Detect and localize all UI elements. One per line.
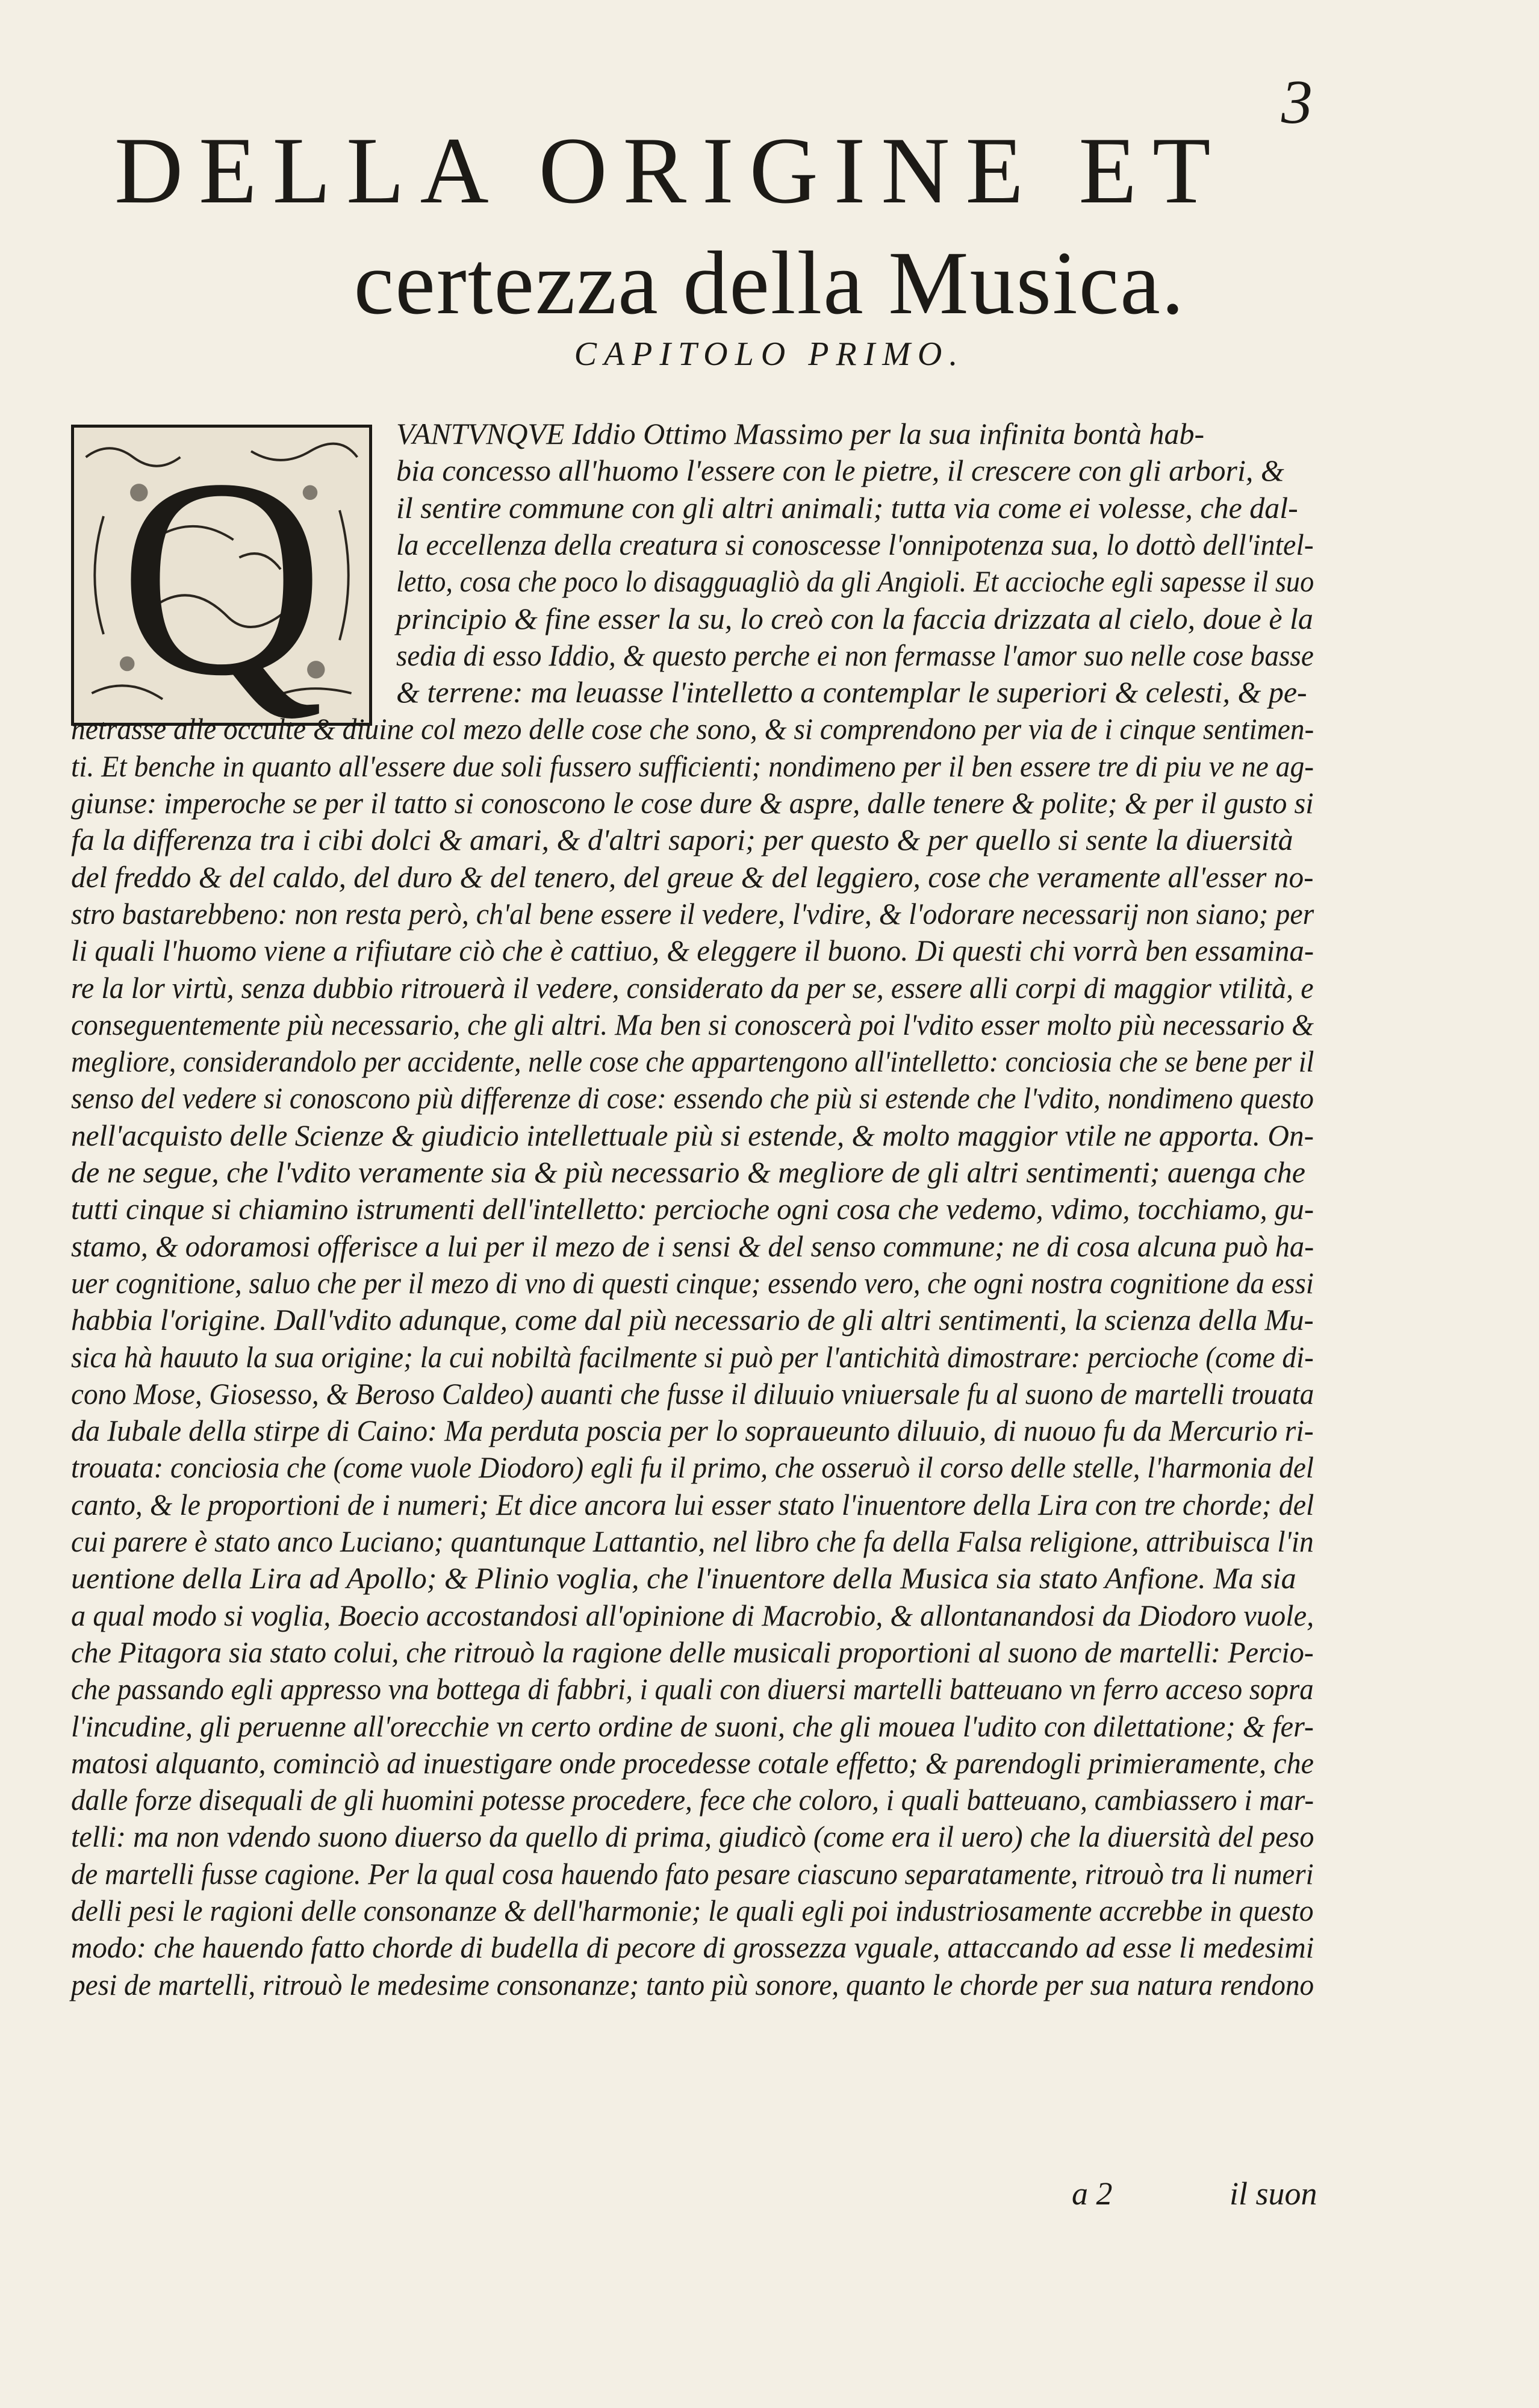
body-line: re la lor virtù, senza dubbio ritrouerà il vedere, considerato da per se, essere alli corpi di maggior vtilità, e (71, 970, 1314, 1005)
page-number: 3 (1281, 67, 1313, 137)
body-line: principio & fine esser la su, lo creò con la faccia drizzata al cielo, doue è la (396, 601, 1313, 635)
body-line: matosi alquanto, cominciò ad inuestigare onde procedesse cotale effetto; & parendogli primieramente, che (71, 1745, 1314, 1780)
body-line: megliore, considerandolo per accidente, nelle cose che appartengono all'intelletto: conciosia che se bene per il (71, 1044, 1314, 1079)
body-line: & terrene: ma leuasse l'intelletto a contemplar le superiori & celesti, & pe- (396, 675, 1307, 710)
body-line: stro bastarebbeno: non resta però, ch'al bene essere il vedere, l'vdire, & l'odorare necessarij non siano; per (71, 896, 1314, 931)
body-line: netrasse alle occulte & diuine col mezo delle cose che sono, & si comprendono per via de i cinque sentimen- (71, 712, 1314, 746)
body-line: che Pitagora sia stato colui, che ritrouò la ragione delle musicali proportioni al suono de martelli: Percio- (71, 1635, 1314, 1669)
body-line: de ne segue, che l'vdito veramente sia & più necessario & megliore de gli altri sentimenti; auenga che (71, 1155, 1305, 1189)
body-line: conseguentemente più necessario, che gli altri. Ma ben si conoscerà poi l'vdito esser molto più necessario & (71, 1007, 1314, 1041)
body-line: sica hà hauuto la sua origine; la cui nobiltà facilmente si può per l'antichità dimostrare: percioche (come di- (71, 1340, 1314, 1374)
initial-letter-q: Q (119, 428, 324, 723)
body-line: uentione della Lira ad Apollo; & Plinio voglia, che l'inuentore della Musica sia stato Anfione. Ma sia (71, 1561, 1296, 1595)
body-line: de martelli fusse cagione. Per la qual cosa hauendo fato pesare ciascuno separatamente, ritrouò tra li numeri (71, 1856, 1314, 1891)
body-line: cono Mose, Giosesso, & Beroso Caldeo) auanti che fusse il diluuio vniuersale fu al suono de martelli trouata (71, 1376, 1314, 1411)
body-line: del freddo & del caldo, del duro & del tenero, del greue & del leggiero, cose che veramente all'esser no- (71, 859, 1314, 894)
body-line: canto, & le proportioni de i numeri; Et dice ancora lui esser stato l'inuentore della Lira con tre chorde; del (71, 1487, 1314, 1521)
title-line-1: DELLA ORIGINE ET (114, 118, 1227, 223)
body-line: senso del vedere si conoscono più differenze di cose: essendo che più si estende che l'vdito, nondimeno questo (71, 1081, 1314, 1115)
body-line: li quali l'huomo viene a rifiutare ciò che è cattiuo, & eleggere il buono. Di questi chi vorrà ben essamina- (71, 934, 1314, 968)
body-line: che passando egli appresso vna bottega di fabbri, i quali con diuersi martelli batteuano vn ferro acceso sopra (71, 1672, 1314, 1706)
signature-mark: a 2 (1072, 2176, 1113, 2212)
body-line: sedia di esso Iddio, & questo perche ei non fermasse l'amor suo nelle cose basse (396, 638, 1314, 672)
body-line: trouata: conciosia che (come vuole Diodoro) egli fu il primo, che osseruò il corso delle stelle, l'harmonia del (71, 1450, 1314, 1485)
body-line: da Iubale della stirpe di Caino: Ma perduta poscia per lo sopraueunto diluuio, di nuouo fu da Mercurio ri- (71, 1414, 1314, 1448)
decorated-initial (71, 425, 372, 726)
body-line: ti. Et benche in quanto all'essere due soli fussero sufficienti; nondimeno per il ben essere tre di piu ve ne ag- (71, 749, 1314, 783)
body-line: letto, cosa che poco lo disagguagliò da gli Angioli. Et accioche egli sapesse il suo (396, 564, 1314, 599)
body-line: delli pesi le ragioni delle consonanze & dell'harmonie; le quali egli poi industriosamente accrebbe in questo (71, 1894, 1314, 1927)
body-line: l'incudine, gli peruenne all'orecchie vn certo ordine de suoni, che gli mouea l'udito con dilettatione; & fer- (71, 1709, 1314, 1743)
body-line: nell'acquisto delle Scienze & giudicio intellettuale più si estende, & molto maggior vtile ne apporta. On- (71, 1118, 1314, 1152)
woodcut-initial-q-image (74, 428, 369, 723)
chapter-heading: CAPITOLO PRIMO. (574, 335, 965, 373)
body-line: cui parere è stato anco Luciano; quantunque Lattantio, nel libro che fa della Falsa religione, attribuisca l'in (71, 1524, 1314, 1558)
body-line: la eccellenza della creatura si conoscesse l'onnipotenza sua, lo dottò dell'intel- (396, 527, 1314, 561)
body-line: a qual modo si voglia, Boecio accostandosi all'opinione di Macrobio, & allontanandosi da Diodoro vuole, (71, 1598, 1314, 1632)
body-line: il sentire commune con gli altri animali; tutta via come ei volesse, che dal- (396, 490, 1298, 525)
title-line-2: certezza della Musica. (353, 233, 1186, 333)
body-line: bia concesso all'huomo l'essere con le pietre, il crescere con gli arbori, & (396, 454, 1284, 488)
body-line: giunse: imperoche se per il tatto si conoscono le cose dure & aspre, dalle tenere & polite; & per il gusto si (71, 786, 1314, 820)
body-line: habbia l'origine. Dall'vdito adunque, come dal più necessario de gli altri sentimenti, la scienza della Mu- (71, 1303, 1314, 1337)
body-line: tutti cinque si chiamino istrumenti dell'intelletto: percioche ogni cosa che vedemo, vdimo, tocchiamo, gu- (71, 1192, 1314, 1226)
body-line: telli: ma non vdendo suono diuerso da quello di prima, giudicò (come era il uero) che la diuersità del peso (71, 1820, 1314, 1854)
body-line: uer cognitione, saluo che per il mezo di vno di questi cinque; essendo vero, che ogni nostra cognitione da essi (71, 1265, 1314, 1300)
catchword: il suon (1230, 2176, 1317, 2212)
body-line: dalle forze disequali de gli huomini potesse procedere, fece che coloro, i quali batteuano, cambiassero i mar- (71, 1783, 1314, 1817)
body-line: stamo, & odoramosi offerisce a lui per il mezo de i sensi & del senso commune; ne di cosa alcuna può ha- (71, 1229, 1314, 1263)
body-line: modo: che hauendo fatto chorde di budella di pecore di grossezza vguale, attaccando ad esse li medesimi (71, 1930, 1314, 1965)
body-line: pesi de martelli, ritrouò le medesime consonanze; tanto più sonore, quanto le chorde per sua natura rendono (71, 1967, 1314, 2001)
body-line: fa la differenza tra i cibi dolci & amari, & d'altri sapori; per questo & per quello si sente la diuersità (71, 823, 1293, 857)
body-line: VANTVNQVE Iddio Ottimo Massimo per la sua infinita bontà hab- (396, 417, 1205, 451)
